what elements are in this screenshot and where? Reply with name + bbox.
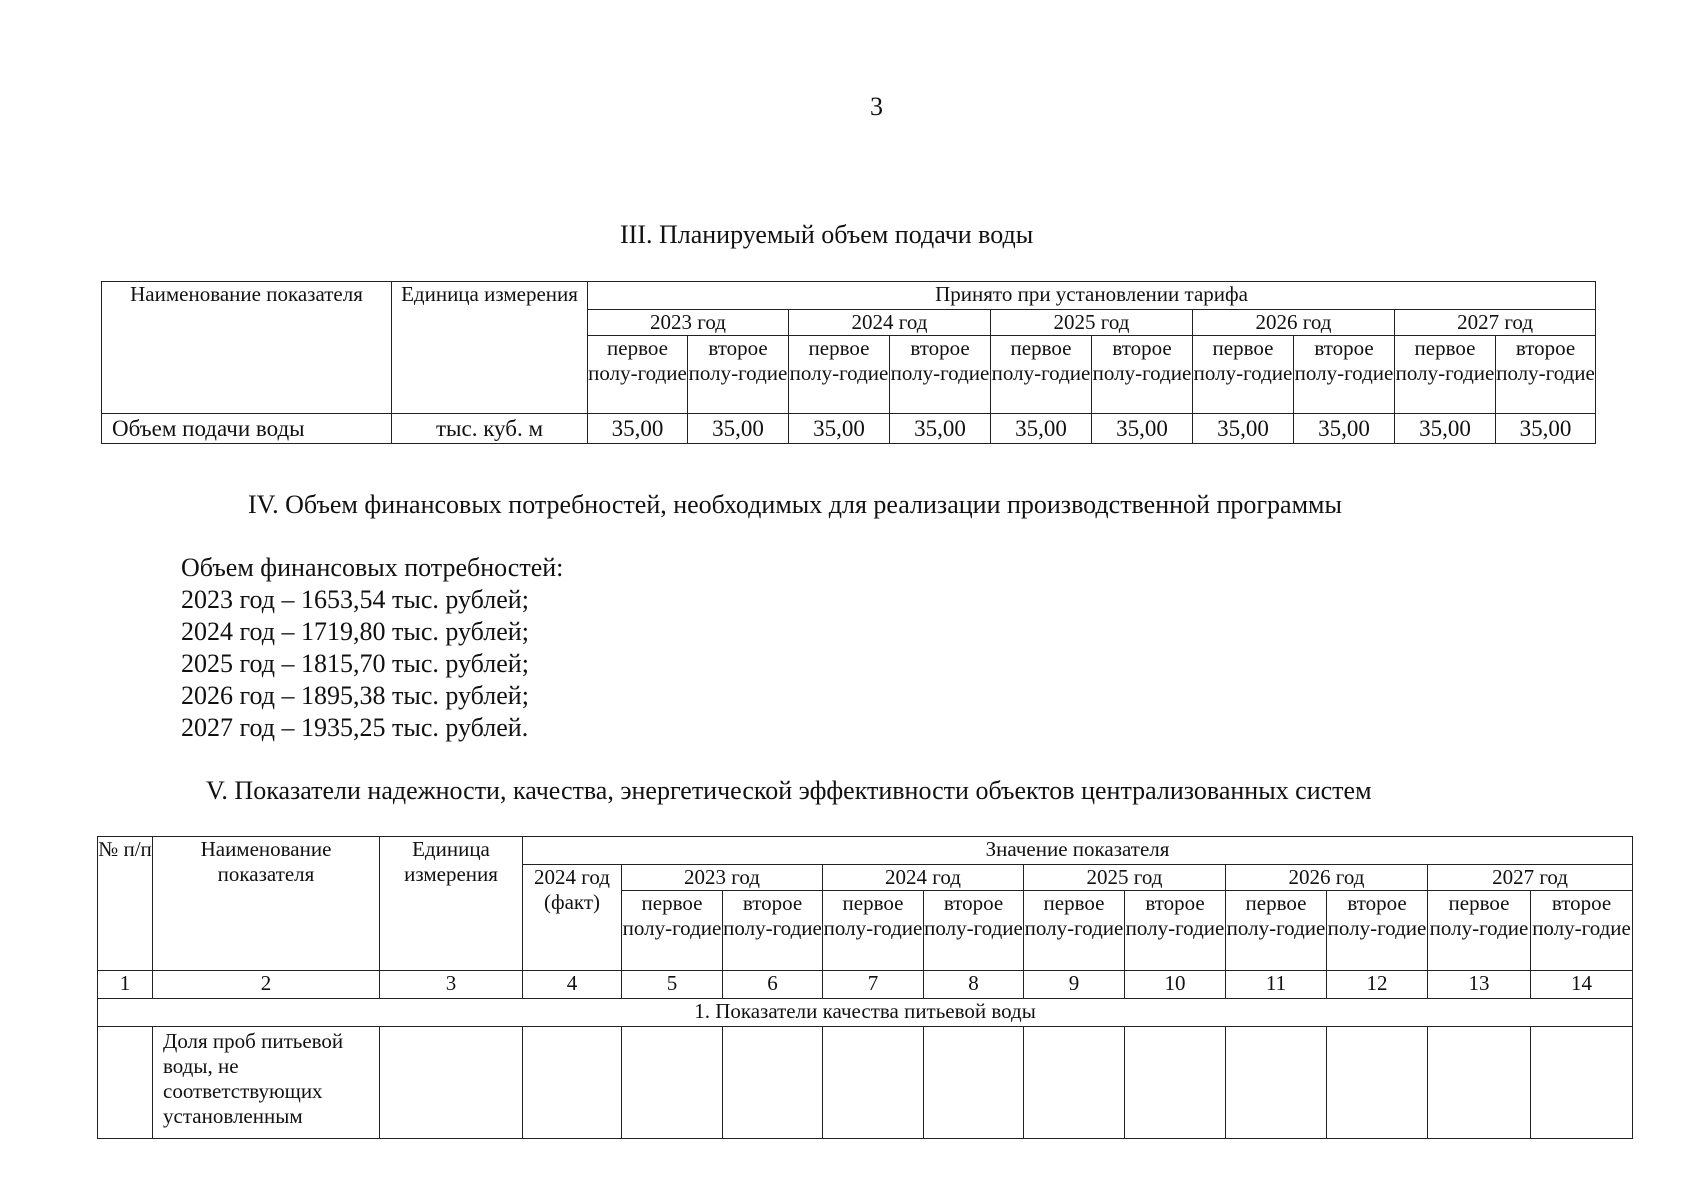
financial-line: 2023 год – 1653,54 тыс. рублей; (181, 585, 529, 614)
empty-cell (1327, 1027, 1428, 1139)
year-header: 2027 год (1428, 865, 1633, 891)
half-first-header: первое полу-годие (1395, 336, 1496, 414)
indicators-table (97, 836, 1633, 1139)
column-number: 4 (523, 971, 622, 999)
col-unit-header: Единица измерения (380, 837, 523, 971)
column-number: 5 (622, 971, 723, 999)
value-cell: 35,00 (991, 414, 1092, 444)
page-number: 3 (870, 92, 883, 121)
column-number: 2 (153, 971, 380, 999)
half-first-header: первое полу-годие (991, 336, 1092, 414)
col-name-header: Наименование показателя (153, 837, 380, 971)
col-unit-header: Единица измерения (392, 282, 588, 414)
section-5-title: V. Показатели надежности, качества, энергетической эффективности объектов централизованных систем (206, 776, 1372, 805)
half-second-header: второе полу-годие (1531, 891, 1633, 971)
financial-line: 2025 год – 1815,70 тыс. рублей; (181, 649, 529, 678)
column-number: 12 (1327, 971, 1428, 999)
financial-needs-block (181, 552, 563, 744)
row-no-cell (98, 1027, 153, 1139)
value-cell: 35,00 (688, 414, 789, 444)
col-no-header: № п/п (98, 837, 153, 971)
year-header: 2024 год (789, 310, 991, 336)
year-header: 2025 год (1024, 865, 1226, 891)
financial-line: 2027 год – 1935,25 тыс. рублей. (181, 713, 529, 742)
half-second-header: второе полу-годие (924, 891, 1024, 971)
half-second-header: второе полу-годие (1294, 336, 1395, 414)
column-number: 8 (924, 971, 1024, 999)
column-number: 1 (98, 971, 153, 999)
empty-cell (723, 1027, 823, 1139)
column-number: 7 (823, 971, 924, 999)
table-row (98, 1027, 1633, 1139)
value-cell: 35,00 (588, 414, 688, 444)
half-first-header: первое полу-годие (1428, 891, 1531, 971)
half-first-header: первое полу-годие (1226, 891, 1327, 971)
half-first-header: первое полу-годие (588, 336, 688, 414)
column-number-row (98, 971, 1633, 999)
group-header: Принято при установлении тарифа (588, 282, 1596, 310)
value-cell: 35,00 (890, 414, 991, 444)
column-number: 11 (1226, 971, 1327, 999)
half-second-header: второе полу-годие (1092, 336, 1193, 414)
year-header: 2023 год (622, 865, 823, 891)
empty-cell (823, 1027, 924, 1139)
column-number: 3 (380, 971, 523, 999)
empty-cell (1428, 1027, 1531, 1139)
half-second-header: второе полу-годие (1327, 891, 1428, 971)
empty-cell (924, 1027, 1024, 1139)
section-4-title: IV. Объем финансовых потребностей, необходимых для реализации производственной программы (248, 490, 1342, 519)
value-cell: 35,00 (789, 414, 890, 444)
col-name-header: Наименование показателя (102, 282, 392, 414)
row-name: Объем подачи воды (102, 414, 392, 444)
empty-cell (1125, 1027, 1226, 1139)
fact-header: 2024 год (факт) (523, 865, 622, 971)
table-row (102, 414, 1596, 444)
financial-intro: Объем финансовых потребностей: (181, 553, 564, 582)
row-unit: тыс. куб. м (392, 414, 588, 444)
value-cell: 35,00 (1395, 414, 1496, 444)
half-first-header: первое полу-годие (789, 336, 890, 414)
half-first-header: первое полу-годие (823, 891, 924, 971)
empty-cell (622, 1027, 723, 1139)
empty-cell (1024, 1027, 1125, 1139)
column-number: 9 (1024, 971, 1125, 999)
financial-line: 2024 год – 1719,80 тыс. рублей; (181, 617, 529, 646)
year-header: 2023 год (588, 310, 789, 336)
value-cell: 35,00 (1294, 414, 1395, 444)
value-cell: 35,00 (1092, 414, 1193, 444)
group-header: Значение показателя (523, 837, 1633, 865)
column-number: 6 (723, 971, 823, 999)
column-number: 14 (1531, 971, 1633, 999)
column-number: 10 (1125, 971, 1226, 999)
year-header: 2026 год (1193, 310, 1395, 336)
year-header: 2024 год (823, 865, 1024, 891)
column-number: 13 (1428, 971, 1531, 999)
half-second-header: второе полу-годие (1496, 336, 1596, 414)
financial-line: 2026 год – 1895,38 тыс. рублей; (181, 681, 529, 710)
half-first-header: первое полу-годие (1024, 891, 1125, 971)
value-cell: 35,00 (1193, 414, 1294, 444)
empty-cell (1531, 1027, 1633, 1139)
half-first-header: первое полу-годие (622, 891, 723, 971)
half-second-header: второе полу-годие (1125, 891, 1226, 971)
value-cell: 35,00 (1496, 414, 1596, 444)
year-header: 2027 год (1395, 310, 1596, 336)
empty-cell (380, 1027, 523, 1139)
half-first-header: первое полу-годие (1193, 336, 1294, 414)
half-second-header: второе полу-годие (890, 336, 991, 414)
water-supply-table (101, 281, 1596, 444)
year-header: 2025 год (991, 310, 1193, 336)
half-second-header: второе полу-годие (688, 336, 789, 414)
empty-cell (523, 1027, 622, 1139)
empty-cell (1226, 1027, 1327, 1139)
year-header: 2026 год (1226, 865, 1428, 891)
half-second-header: второе полу-годие (723, 891, 823, 971)
subsection-header: 1. Показатели качества питьевой воды (98, 999, 1633, 1027)
section-3-title: III. Планируемый объем подачи воды (620, 220, 1034, 249)
row-name: Доля проб питьевой воды, не соответствующих установленным (153, 1027, 380, 1139)
